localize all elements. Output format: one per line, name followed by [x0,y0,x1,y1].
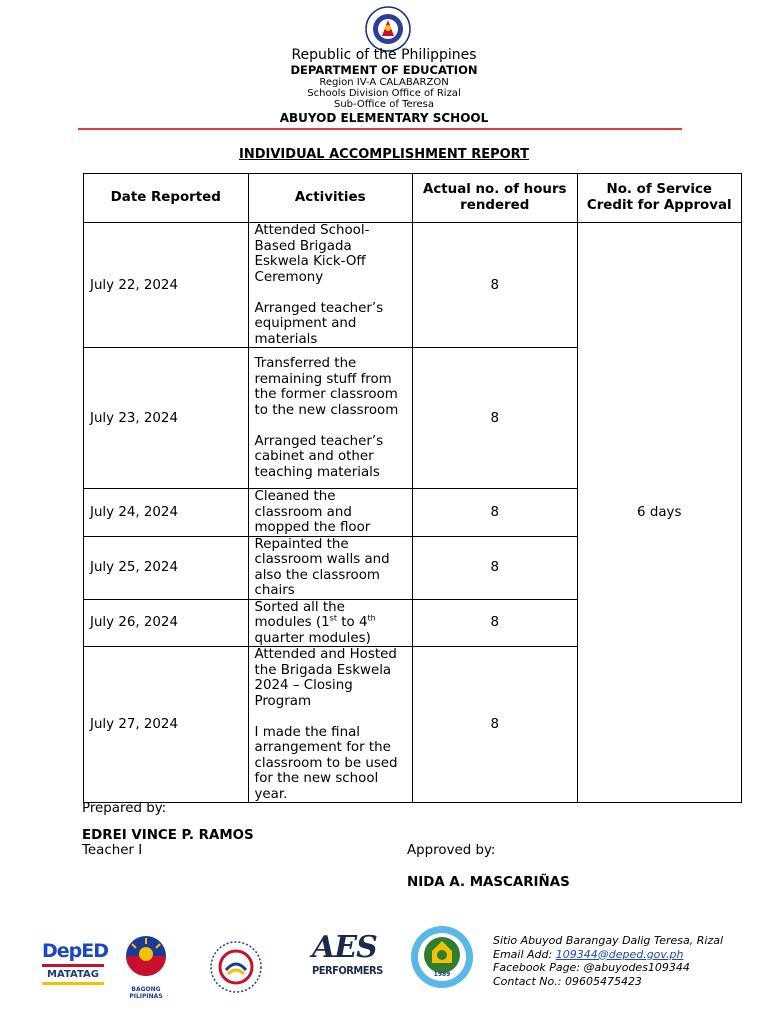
school-seal-year: 1989 [433,971,451,978]
contact-number: Contact No.: 09605475423 [493,974,642,988]
prepared-by-label: Prepared by: [82,801,167,816]
email-link[interactable]: 109344@deped.gov.ph [555,947,684,961]
row-activities [248,223,413,348]
aes-logo-text: AES [312,930,377,965]
row-activities [248,647,413,803]
deped-logo-text: DepED [42,940,109,962]
row-date: July 25, 2024 [84,536,249,599]
row-activities [248,536,413,599]
prepared-by-name: EDREI VINCE P. RAMOS [82,828,254,843]
table-header-row [84,174,742,223]
activity-text: Transferred the remaining stuff from the former classroom to the new classroom [254,356,399,418]
ordinal-suffix: st [329,613,337,623]
row-hours: 8 [413,489,578,537]
activity-text: Arranged teacher’s equipment and materials [254,300,384,347]
activity-text: Sorted all the modules (1 [254,599,345,630]
header-school: ABUYOD ELEMENTARY SCHOOL [279,111,489,125]
row-activities [248,348,413,489]
row-date: July 27, 2024 [84,647,249,803]
header-republic: Republic of the Philippines [291,47,477,63]
activity-text: Attended School-Based Brigada Eskwela Kick-Off Ceremony [254,223,370,285]
row-hours: 8 [413,223,578,348]
row-date: July 23, 2024 [84,348,249,489]
header-department: DEPARTMENT OF EDUCATION [290,63,478,77]
contact-block [493,934,723,988]
activity-text: Cleaned the classroom and mopped the floor [254,489,371,535]
approved-by-name: NIDA A. MASCARIÑAS [407,875,570,890]
row-hours: 8 [413,647,578,803]
facebook-page: Facebook Page: @abuyodes109344 [493,961,690,975]
deped-seal [356,6,420,52]
activity-text: to 4 [336,615,368,630]
excellence-award-logo [204,940,268,994]
row-date: July 22, 2024 [84,223,249,348]
email-label: Email Add: [493,947,556,961]
row-activities [248,599,413,647]
aes-performers-logo [312,932,388,992]
bagong-pilipinas-logo [118,934,174,1000]
school-address: Sitio Abuyod Barangay Dalig Teresa, Rizal [493,934,724,947]
row-date: July 26, 2024 [84,599,249,647]
report-title: INDIVIDUAL ACCOMPLISHMENT REPORT [239,147,529,162]
table-row [84,223,742,348]
bagong-pilipinas-text: BAGONG PILIPINAS [129,986,163,1000]
prepared-by-position: Teacher I [82,843,143,858]
service-credit-value: 6 days [577,223,742,803]
performers-logo-text: PERFORMERS [312,964,383,977]
ordinal-suffix: th [367,613,376,623]
header-credit: No. of Service Credit for Approval [577,174,742,223]
header-divider [78,128,682,130]
header-suboffice: Sub-Office of Teresa [333,99,435,110]
activity-text: I made the final arrangement for the classroom to be used for the new school year. [254,724,398,802]
accomplishment-table [83,173,742,803]
header-hours: Actual no. of hours rendered [413,174,578,223]
header-date: Date Reported [84,174,249,223]
school-seal-logo [410,925,474,989]
row-hours: 8 [413,536,578,599]
row-date: July 24, 2024 [84,489,249,537]
activity-text: Attended and Hosted the Brigada Eskwela 2024 – Closing Program [254,647,397,709]
approved-by-label: Approved by: [407,843,496,858]
row-activities [248,489,413,537]
activity-text: Repainted the classroom walls and also the classroom chairs [254,536,390,598]
activity-text: Arranged teacher’s cabinet and other teaching materials [254,433,384,480]
header-division: Schools Division Office of Rizal [307,88,461,99]
matatag-logo-text: MATATAG [47,969,99,980]
email-line [493,948,723,962]
header-activities: Activities [248,174,413,223]
deped-matatag-logo [42,936,109,992]
row-hours: 8 [413,599,578,647]
header-region: Region IV-A CALABARZON [319,77,449,88]
row-hours: 8 [413,348,578,489]
activity-text: quarter modules) [254,630,371,646]
